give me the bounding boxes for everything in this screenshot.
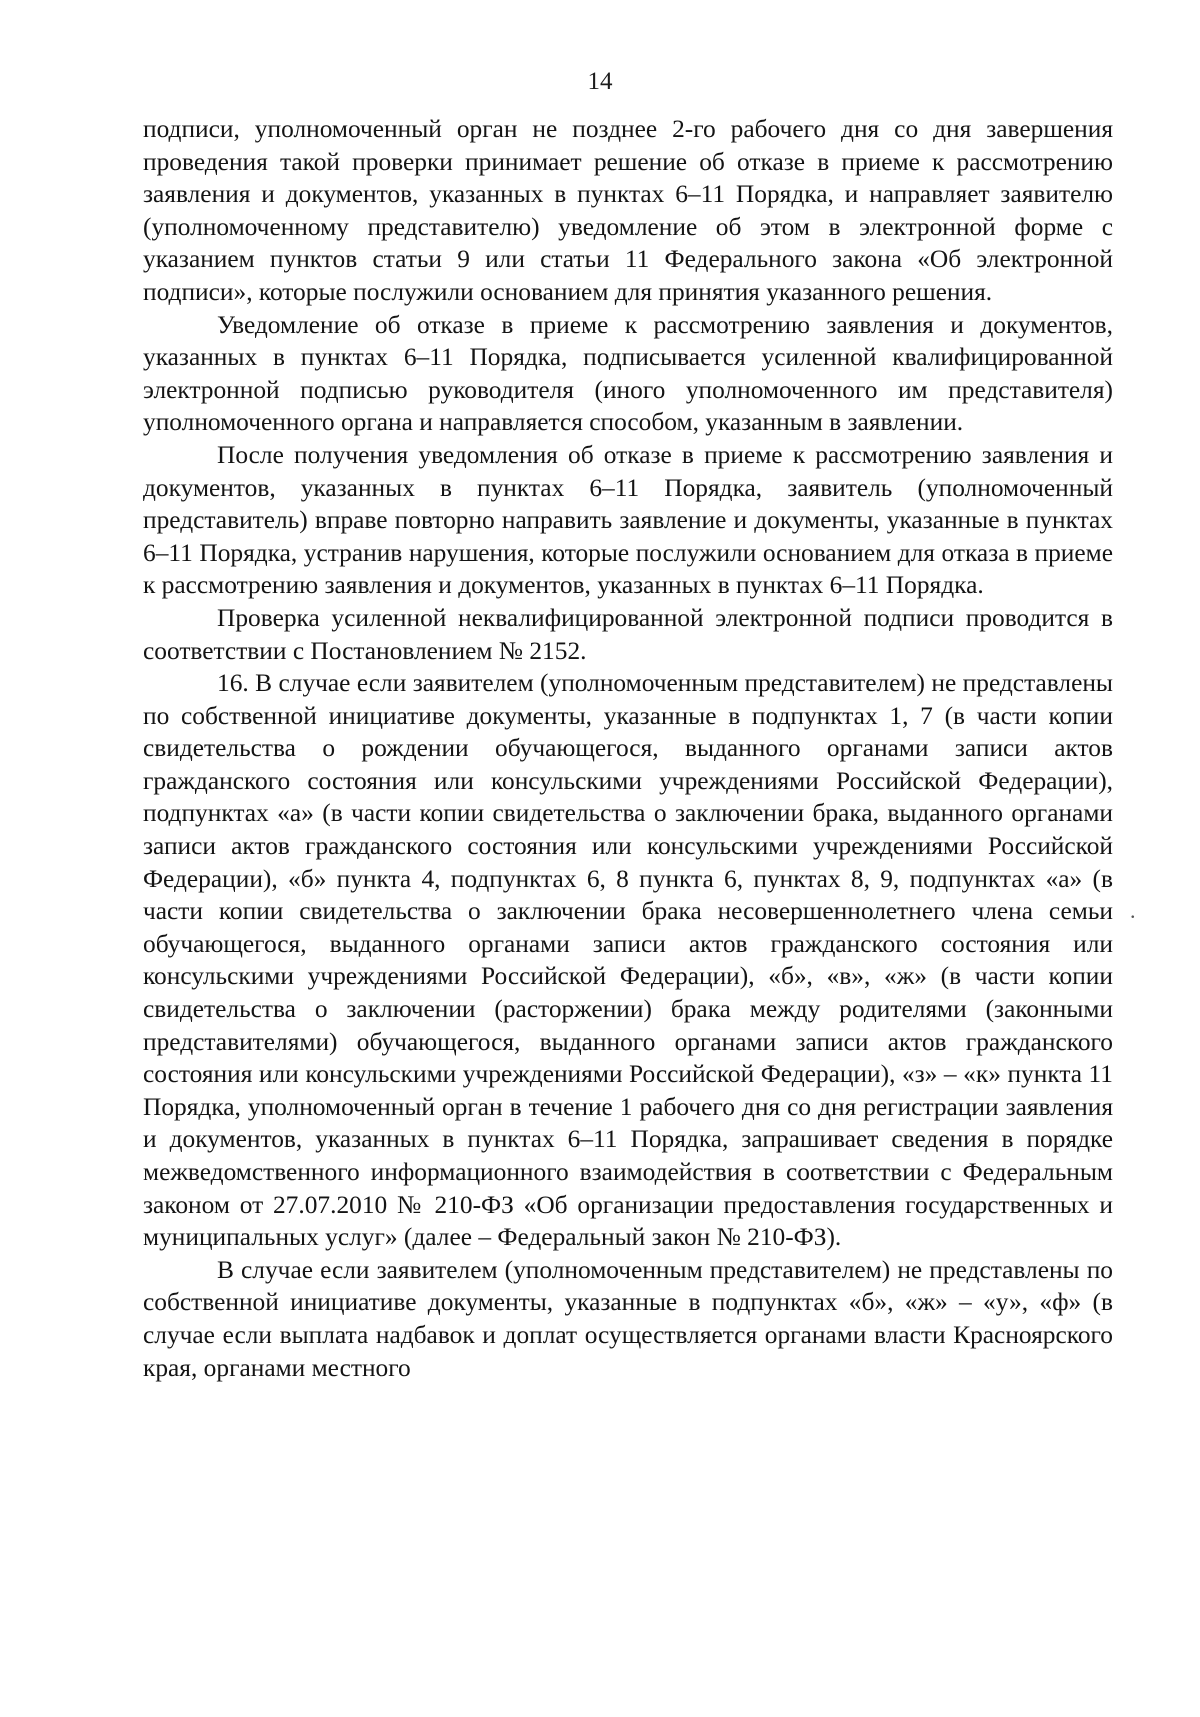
paragraph-signature-verification: Проверка усиленной неквалифицированной электронной подписи проводится в соответствии с Постановлением № 2152. [143, 603, 1113, 665]
margin-mark: . [1130, 898, 1136, 923]
document-body [143, 113, 1113, 1384]
paragraph-refusal-notice-signing: Уведомление об отказе в приеме к рассмотрению заявления и документов, указанных в пунктах 6–11 Порядка, подписывается усиленной квалифицированной электронной подписью руководителя (иного уполномоченного им представителя) уполномоченного органа и направляется способом, указанным в заявлении. [143, 310, 1113, 437]
paragraph-resubmission: После получения уведомления об отказе в приеме к рассмотрению заявления и документов, указанных в пунктах 6–11 Порядка, заявитель (уполномоченный представитель) вправе повторно направить заявление и документы, указанные в пунктах 6–11 Порядка, устранив нарушения, которые послужили основанием для отказа в приеме к рассмотрению заявления и документов, указанных в пунктах 6–11 Порядка. [143, 440, 1113, 600]
page-number: 14 [587, 68, 613, 95]
paragraph-item-16-continued: В случае если заявителем (уполномоченным представителем) не представлены по собственной инициативе документы, указанные в подпунктах «б», «ж» – «у», «ф» (в случае если выплата надбавок и доплат осуществляется органами власти Красноярского края, органами местного [143, 1255, 1113, 1382]
paragraph-signature-check-refusal: подписи, уполномоченный орган не позднее 2-го рабочего дня со дня завершения проведения такой проверки принимает решение об отказе в приеме к рассмотрению заявления и документов, указанных в пунктах 6–11 Порядка, и направляет заявителю (уполномоченному представителю) уведомление об этом в электронной форме с указанием пунктов статьи 9 или статьи 11 Федерального закона «Об электронной подписи», которые послужили основанием для принятия указанного решения. [143, 115, 1113, 306]
paragraph-item-16: 16. В случае если заявителем (уполномоченным представителем) не представлены по собственной инициативе документы, указанные в подпунктах 1, 7 (в части копии свидетельства о рождении обучающегося, выданного органами записи актов гражданского состояния или консульскими учреждениями Российской Федерации), подпунктах «а» (в части копии свидетельства о заключении брака, выданного органами записи актов гражданского состояния или консульскими учреждениями Российской Федерации), «б» пункта 4, подпунктах 6, 8 пункта 6, пунктах 8, 9, подпунктах «а» (в части копии свидетельства о заключении брака несовершеннолетнего члена семьи обучающегося, выданного органами записи актов гражданского состояния или консульскими учреждениями Российской Федерации), «б», «в», «ж» (в части копии свидетельства о заключении (расторжении) брака между родителями (законными представителями) обучающегося, выданного органами записи актов гражданского состояния или консульскими учреждениями Российской Федерации), «з» – «к» пункта 11 Порядка, уполномоченный орган в течение 1 рабочего дня со дня регистрации заявления и документов, указанных в пунктах 6–11 Порядка, запрашивает сведения в порядке межведомственного информационного взаимодействия в соответствии с Федеральным законом от 27.07.2010 № 210-ФЗ «Об организации предоставления государственных и муниципальных услуг» (далее – Федеральный закон № 210-ФЗ). [143, 669, 1113, 1252]
